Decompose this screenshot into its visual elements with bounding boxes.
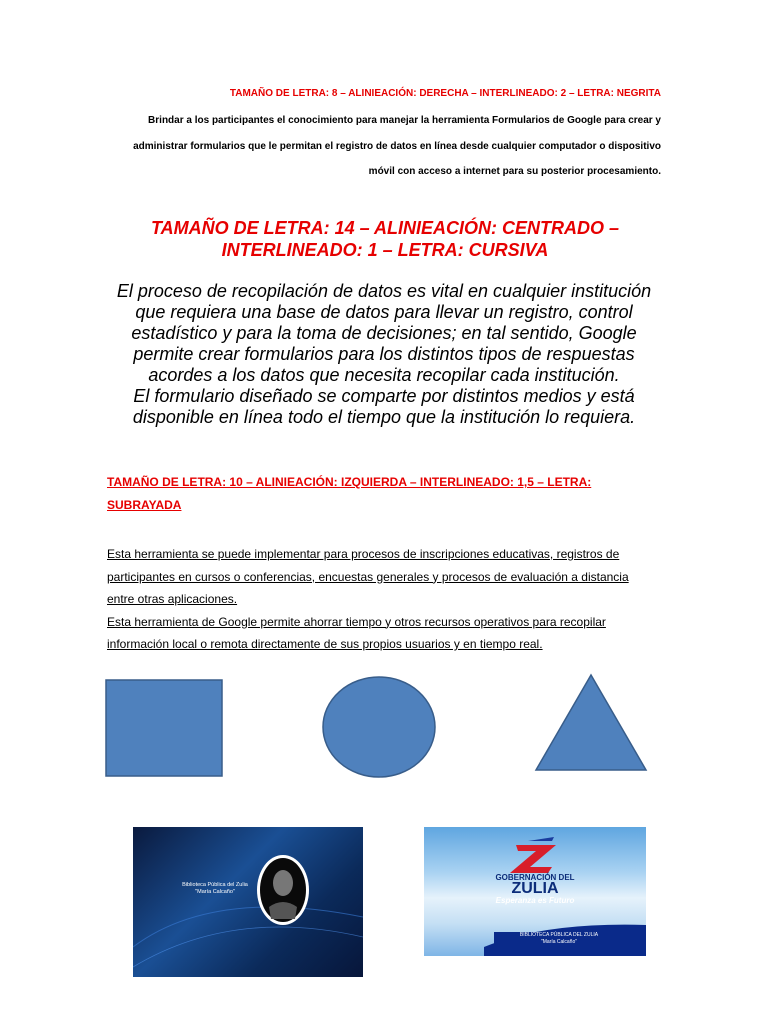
square-shape: [106, 680, 222, 776]
images-row: [0, 824, 768, 984]
heading-line: TAMAÑO DE LETRA: 10 – ALINIEACIÓN: IZQUIERDA – INTERLINEADO: 1,5 – LETRA:: [107, 475, 592, 489]
paragraph-line: que requiera una base de datos para llevar un registro, control: [135, 302, 633, 322]
gobernacion-text: GOBERNACIÓN DEL ZULIA Esperanza es Futuro: [495, 873, 575, 905]
paragraph-line: acordes a los datos que necesita recopilar cada institución.: [148, 365, 620, 385]
heading-left-aligned: [107, 471, 667, 517]
gobernacion-zulia-image: [424, 827, 646, 956]
heading-line: SUBRAYADA: [107, 498, 182, 512]
paragraph-line: El formulario diseñado se comparte por distintos medios y está: [133, 386, 635, 406]
heading-centered: [100, 217, 670, 261]
paragraph-line: entre otras aplicaciones.: [107, 592, 238, 606]
paragraph-line: administrar formularios que le permitan el registro de datos en línea desde cualquier computador o dispositivo: [133, 140, 661, 152]
paragraph-line: estadístico y para la toma de decisiones; en tal sentido, Google: [131, 323, 637, 343]
paragraph-line: móvil con acceso a internet para su posterior procesamiento.: [368, 166, 661, 177]
paragraph-line: participantes en cursos o conferencias, encuestas generales y procesos de evaluación a distancia: [107, 569, 629, 584]
paragraph-line: disponible en línea todo el tiempo que la institución lo requiera.: [132, 407, 636, 427]
heading-line: INTERLINEADO: 1 – LETRA: CURSIVA: [221, 240, 549, 260]
paragraph-line: Esta herramienta se puede implementar para procesos de inscripciones educativas, registros de: [107, 547, 620, 561]
paragraph-right-aligned: [100, 108, 661, 185]
paragraph-line: permite crear formularios para los distintos tipos de respuestas: [133, 344, 635, 364]
paragraph-line: Brindar a los participantes el conocimiento para manejar la herramienta Formularios de Google para crear y: [148, 115, 661, 126]
triangle-shape: [536, 675, 646, 770]
heading-right-aligned: TAMAÑO DE LETRA: 8 – ALINIEACIÓN: DERECHA – INTERLINEADO: 2 – LETRA: NEGRITA: [229, 88, 661, 99]
heading-line: TAMAÑO DE LETRA: 14 – ALINIEACIÓN: CENTRADO –: [150, 218, 620, 238]
banner-caption: Biblioteca Pública del Zulia "María Calcaño": [182, 882, 248, 895]
paragraph-line: El proceso de recopilación de datos es vital en cualquier institución: [116, 281, 652, 301]
paragraph-left-aligned: [107, 543, 667, 656]
paragraph-line: Esta herramienta de Google permite ahorrar tiempo y otros recursos operativos para recopilar: [107, 614, 606, 629]
library-banner-image: [133, 827, 363, 977]
shapes-row: [0, 670, 768, 785]
paragraph-line: información local o remota directamente de sus propios usuarios y en tiempo real.: [107, 637, 543, 651]
circle-shape: [323, 677, 435, 777]
banner-decoration: [133, 827, 363, 977]
library-name-bar: BIBLIOTECA PÚBLICA DEL ZULIA "María Calcaño": [494, 932, 624, 946]
paragraph-centered: [84, 281, 684, 428]
